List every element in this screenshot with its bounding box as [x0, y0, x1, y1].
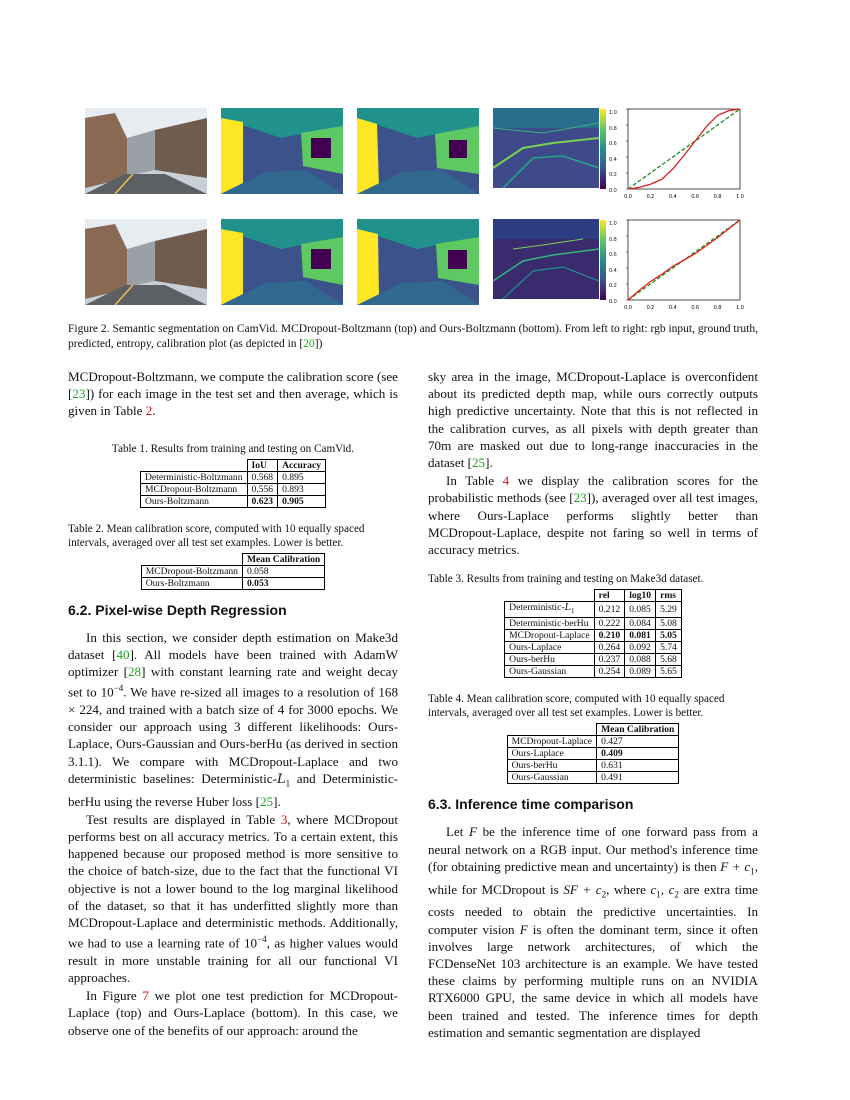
- calibration-plot-top: [622, 107, 746, 203]
- predicted-image-bottom: [357, 219, 479, 305]
- citation-link[interactable]: 23: [573, 490, 587, 506]
- table-ref-link[interactable]: 3: [280, 811, 288, 827]
- citation-link[interactable]: 20: [303, 337, 315, 350]
- table-row: Deterministic-berHu 0.222 0.084 5.08: [505, 618, 682, 630]
- rgb-input-image-bottom: [85, 219, 207, 305]
- paragraph: In Figure 7 we plot one test prediction for MCDropout-Laplace (top) and Ours-Laplace (bottom). In this case, we observe one of the benefits of our approach: around the: [68, 988, 398, 1038]
- right-column: [428, 368, 758, 1042]
- colorbar-tick: 0.2: [609, 172, 617, 178]
- column-header: rms: [656, 590, 682, 602]
- table-row: Deterministic-$L_1$ 0.212 0.085 5.29: [505, 602, 682, 618]
- ground-truth-image-bottom: [221, 219, 343, 305]
- paragraph: Test results are displayed in Table 3, where MCDropout performs best on all accuracy metrics. To a certain extent, this happened because our proposed method is more sensitive to the choice of batch-size, due to the fact that the functional VI objective is not a lower bound to the log marginal likelihood of the dataset, so that it has underfitted slightly more than MCDropout-Laplace and deterministic methods. Additionally, we had to use a learning rate of $10^{-4}$, as higher values would result in more unstable training for all our functional VI approaches.: [68, 811, 398, 985]
- figure-ref-link[interactable]: 7: [142, 988, 149, 1004]
- table-2: [141, 553, 326, 590]
- section-heading: 6.3. Inference time comparison: [428, 796, 634, 813]
- table-row: MCDropout-Laplace 0.427: [507, 736, 679, 748]
- column-header: Accuracy: [278, 459, 326, 471]
- colorbar-tick: 0.0: [609, 298, 617, 305]
- caption-text-end: ]): [314, 337, 323, 350]
- table-row: Ours-Gaussian 0.254 0.089 5.65: [505, 666, 682, 678]
- x-tick-label: 0.6: [691, 194, 700, 200]
- colorbar-tick: 0.8: [609, 125, 617, 132]
- table-row: MCDropout-Boltzmann 0.556 0.893: [141, 483, 326, 495]
- table-4-caption: Table 4. Mean calibration score, computed with 10 equally spaced intervals, averaged over all test set examples. Lower is better.: [428, 693, 725, 720]
- left-column: [68, 368, 398, 1040]
- citation-link[interactable]: 23: [72, 386, 86, 402]
- table-row: MCDropout-Boltzmann 0.058: [141, 565, 325, 577]
- table-row: Ours-berHu 0.237 0.088 5.68: [505, 654, 682, 666]
- figure-2-caption: [68, 322, 758, 351]
- table-2-caption: Table 2. Mean calibration score, computed with 10 equally spaced intervals, averaged over all test set examples. Lower is better.: [68, 522, 365, 549]
- ground-truth-image-top: [221, 108, 343, 194]
- table-row: Ours-berHu 0.631: [507, 760, 679, 772]
- colorbar-tick: 0.4: [609, 267, 617, 274]
- table-1: [140, 459, 326, 508]
- column-header: rel: [594, 590, 625, 602]
- entropy-image-bottom: [493, 219, 599, 299]
- table-row: Ours-Laplace 0.409: [507, 748, 679, 760]
- colorbar-tick: 0.0: [609, 187, 617, 194]
- table-row: MCDropout-Laplace 0.210 0.081 5.05: [505, 630, 682, 642]
- paragraph: sky area in the image, MCDropout-Laplace is overconfident about its predicted depth map, while ours correctly outputs high predictive uncertainty. Note that this is not reflected in the calibration curves, as all pixels with depth greater than 70m are masked out due to long-range inaccuracies in the dataset [25].: [428, 369, 758, 471]
- table-row: Ours-Boltzmann 0.623 0.905: [141, 495, 326, 507]
- table-ref-link[interactable]: 4: [502, 473, 510, 489]
- paragraph: In Table 4 we display the calibration scores for the probabilistic methods (see [23]), averaged over all test images, where Ours-Laplace performs slightly better than MCDropout-Laplace, despite not faring so well in terms of accuracy metrics.: [428, 473, 758, 558]
- colorbar-tick: 1.0: [609, 110, 617, 116]
- colorbar-tick: 0.4: [609, 156, 617, 163]
- table-4: [507, 723, 680, 784]
- column-header: IoU: [247, 459, 278, 471]
- table-row: Ours-Boltzmann 0.053: [141, 577, 325, 589]
- column-header: log10: [625, 590, 656, 602]
- citation-link[interactable]: 28: [127, 664, 142, 680]
- x-tick-label: 0.4: [668, 194, 677, 200]
- table-3: [504, 589, 682, 678]
- x-tick-label: 1.0: [736, 194, 744, 200]
- x-tick-label: 0.0: [624, 305, 632, 311]
- table-3-caption: Table 3. Results from training and testing on Make3d dataset.: [428, 573, 704, 586]
- citation-link[interactable]: 25: [260, 793, 274, 809]
- table-ref-link[interactable]: 2: [145, 403, 153, 419]
- table-row: Ours-Laplace 0.264 0.092 5.74: [505, 642, 682, 654]
- x-tick-label: 0.8: [713, 194, 722, 200]
- colorbar-tick: 0.6: [609, 252, 617, 258]
- x-tick-label: 0.2: [646, 305, 655, 311]
- section-heading: 6.2. Pixel-wise Depth Regression: [68, 601, 287, 618]
- entropy-image-top: [493, 108, 599, 188]
- colorbar-tick: 0.6: [609, 141, 617, 147]
- x-tick-label: 0.4: [668, 305, 677, 311]
- table-row: Ours-Gaussian 0.491: [507, 772, 679, 784]
- citation-link[interactable]: 40: [116, 647, 130, 663]
- column-header: Mean Calibration: [242, 553, 324, 565]
- calibration-plot-bottom: [622, 218, 746, 314]
- citation-link[interactable]: 25: [472, 455, 486, 471]
- paragraph: MCDropout-Boltzmann, we compute the calibration score (see [23]) for each image in the test set and then average, which is given in Table 2.: [68, 369, 398, 419]
- colorbar-tick: 1.0: [609, 221, 617, 227]
- column-header: Mean Calibration: [597, 724, 679, 736]
- paragraph: Let F be the inference time of one forward pass from a neural network on a RGB input. Our method's inference time (for obtaining predictive mean and uncertainty) is then $F + c_1$, while for MCDropout is SF + $c_2$, where $c_1$, $c_2$ are extra time costs needed to obtain the predictive uncertainties. In computer vision F is often the dominant term, since it often involves large network architectures, of which the FCDenseNet 103 architecture is an example. We have tested these claims by performing multiple runs on an NVIDIA RTX6000 GPU, the same device in which all models have been trained and tested. The inference times for depth estimation and semantic segmentation are displayed: [428, 824, 758, 1040]
- x-tick-label: 0.6: [691, 305, 700, 311]
- x-tick-label: 1.0: [736, 305, 744, 311]
- colorbar-tick: 0.8: [609, 236, 617, 243]
- colorbar-tick: 0.2: [609, 283, 617, 289]
- table-row: Deterministic-Boltzmann 0.568 0.895: [141, 471, 326, 483]
- predicted-image-top: [357, 108, 479, 194]
- paragraph: In this section, we consider depth estimation on Make3d dataset [40]. All models have been trained with AdamW optimizer [28] with constant learning rate and weight decay set to $10^{-4}$. We have re-sized all images to a resolution of 168 × 224, and trained with a batch size of 4 for 3000 epochs. We consider our approach using 3 different likelihoods: Ours-Laplace, Ours-Gaussian and Ours-berHu (as derived in section 3.1.1). We compare with MCDropout-Laplace and two deterministic baselines: Deterministic-$L_1$ and Deterministic-berHu using the reverse Huber loss [25].: [68, 629, 399, 809]
- table-1-caption: Table 1. Results from training and testing on CamVid.: [111, 442, 355, 455]
- caption-text: Figure 2. Semantic segmentation on CamVid. MCDropout-Boltzmann (top) and Ours-Boltzmann (bottom). From left to right: rgb input, ground truth, predicted, entropy, calibration plot (as depicted in [: [68, 323, 758, 350]
- x-tick-label: 0.2: [646, 194, 655, 200]
- x-tick-label: 0.8: [713, 305, 722, 311]
- x-tick-label: 0.0: [624, 194, 632, 200]
- rgb-input-image-top: [85, 108, 207, 194]
